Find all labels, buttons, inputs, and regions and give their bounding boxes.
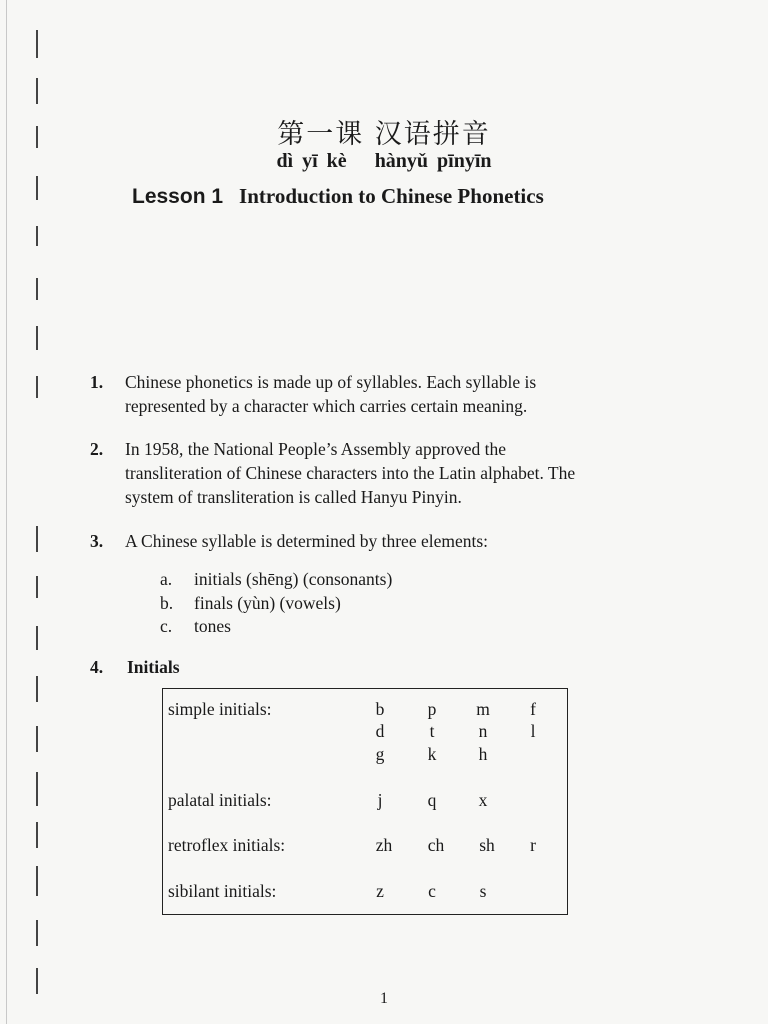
point-line: A Chinese syllable is determined by three elements:: [125, 531, 489, 551]
point-number: 2.: [90, 439, 104, 459]
table-row-label: simple initials:: [168, 699, 272, 719]
binding-mark: [36, 772, 38, 806]
table-cell: n: [478, 721, 488, 741]
table-cell: zh: [375, 835, 393, 855]
binding-mark: [36, 30, 38, 58]
table-row-label: retroflex initials:: [168, 835, 286, 855]
point-line: In 1958, the National People’s Assembly approved the: [125, 439, 507, 459]
binding-mark: [36, 576, 38, 598]
list-letter: a.: [160, 569, 173, 589]
table-cell: t: [429, 721, 435, 741]
point-2: [90, 437, 690, 511]
table-cell: k: [427, 744, 437, 764]
point-1: [90, 370, 690, 420]
binding-mark: [36, 626, 38, 650]
lesson-topic: Introduction to Chinese Phonetics: [239, 184, 544, 208]
point-text: [125, 370, 685, 418]
binding-mark: [36, 726, 38, 752]
table-row-label: sibilant initials:: [168, 881, 277, 901]
table-cell: p: [427, 699, 437, 719]
binding-mark: [36, 866, 38, 896]
point-text: [125, 529, 685, 553]
binding-mark: [36, 226, 38, 246]
table-cell: x: [478, 790, 488, 810]
point-line: represented by a character which carries certain meaning.: [125, 396, 528, 416]
list-item: [160, 592, 392, 616]
point-3: [90, 529, 690, 555]
point-text: [125, 437, 685, 509]
table-cell: s: [479, 881, 487, 901]
binding-mark: [36, 676, 38, 702]
lesson-title-english: [132, 184, 544, 209]
point-number: 3.: [90, 531, 104, 551]
table-cell: r: [530, 835, 536, 855]
point-number: 4.: [90, 657, 104, 677]
list-letter: c.: [160, 616, 173, 636]
table-cell: z: [376, 881, 384, 901]
initials-label: Initials: [127, 657, 180, 677]
pinyin-lesson: dì yī kè: [276, 150, 347, 172]
table-cell: sh: [479, 835, 495, 855]
table-cell: g: [375, 744, 385, 764]
binding-mark: [36, 526, 38, 552]
list-item: [160, 568, 392, 592]
table-cell: j: [377, 790, 383, 810]
lesson-label: Lesson 1: [132, 185, 224, 208]
point-line: system of transliteration is called Hanyu Pinyin.: [125, 487, 462, 507]
page-number: 1: [380, 990, 388, 1007]
table-cell: h: [478, 744, 488, 764]
point-line: Chinese phonetics is made up of syllables. Each syllable is: [125, 372, 537, 392]
binding-mark: [36, 326, 38, 350]
list-letter: b.: [160, 592, 174, 613]
pinyin-topic: hànyǔ pīnyīn: [374, 150, 492, 172]
table-cell: b: [375, 699, 385, 719]
table-cell: f: [530, 699, 536, 719]
list-text: initials (shēng) (consonants): [194, 569, 393, 589]
table-cell: m: [476, 699, 490, 719]
table-cell: d: [375, 721, 385, 741]
table-cell: c: [428, 881, 436, 901]
lesson-title-chinese: 第一课 汉语拼音: [277, 119, 491, 150]
binding-mark: [36, 920, 38, 946]
point-line: transliteration of Chinese characters into the Latin alphabet. The: [125, 463, 576, 483]
table-cell: ch: [427, 835, 445, 855]
table-cell: q: [427, 790, 437, 810]
binding-mark: [36, 822, 38, 848]
list-text: finals (yùn) (vowels): [194, 592, 341, 613]
binding-mark: [36, 376, 38, 398]
binding-mark: [36, 278, 38, 300]
table-cell: l: [530, 721, 536, 741]
list-text: tones: [194, 616, 231, 636]
lesson-title-pinyin: [0, 150, 768, 173]
initials-table: [162, 688, 568, 915]
syllable-elements-list: [160, 568, 392, 639]
point-number: 1.: [90, 372, 104, 392]
binding-mark: [36, 78, 38, 104]
list-item: [160, 615, 392, 639]
binding-mark: [36, 176, 38, 200]
initials-heading: [90, 657, 180, 678]
table-row-label: palatal initials:: [168, 790, 272, 810]
